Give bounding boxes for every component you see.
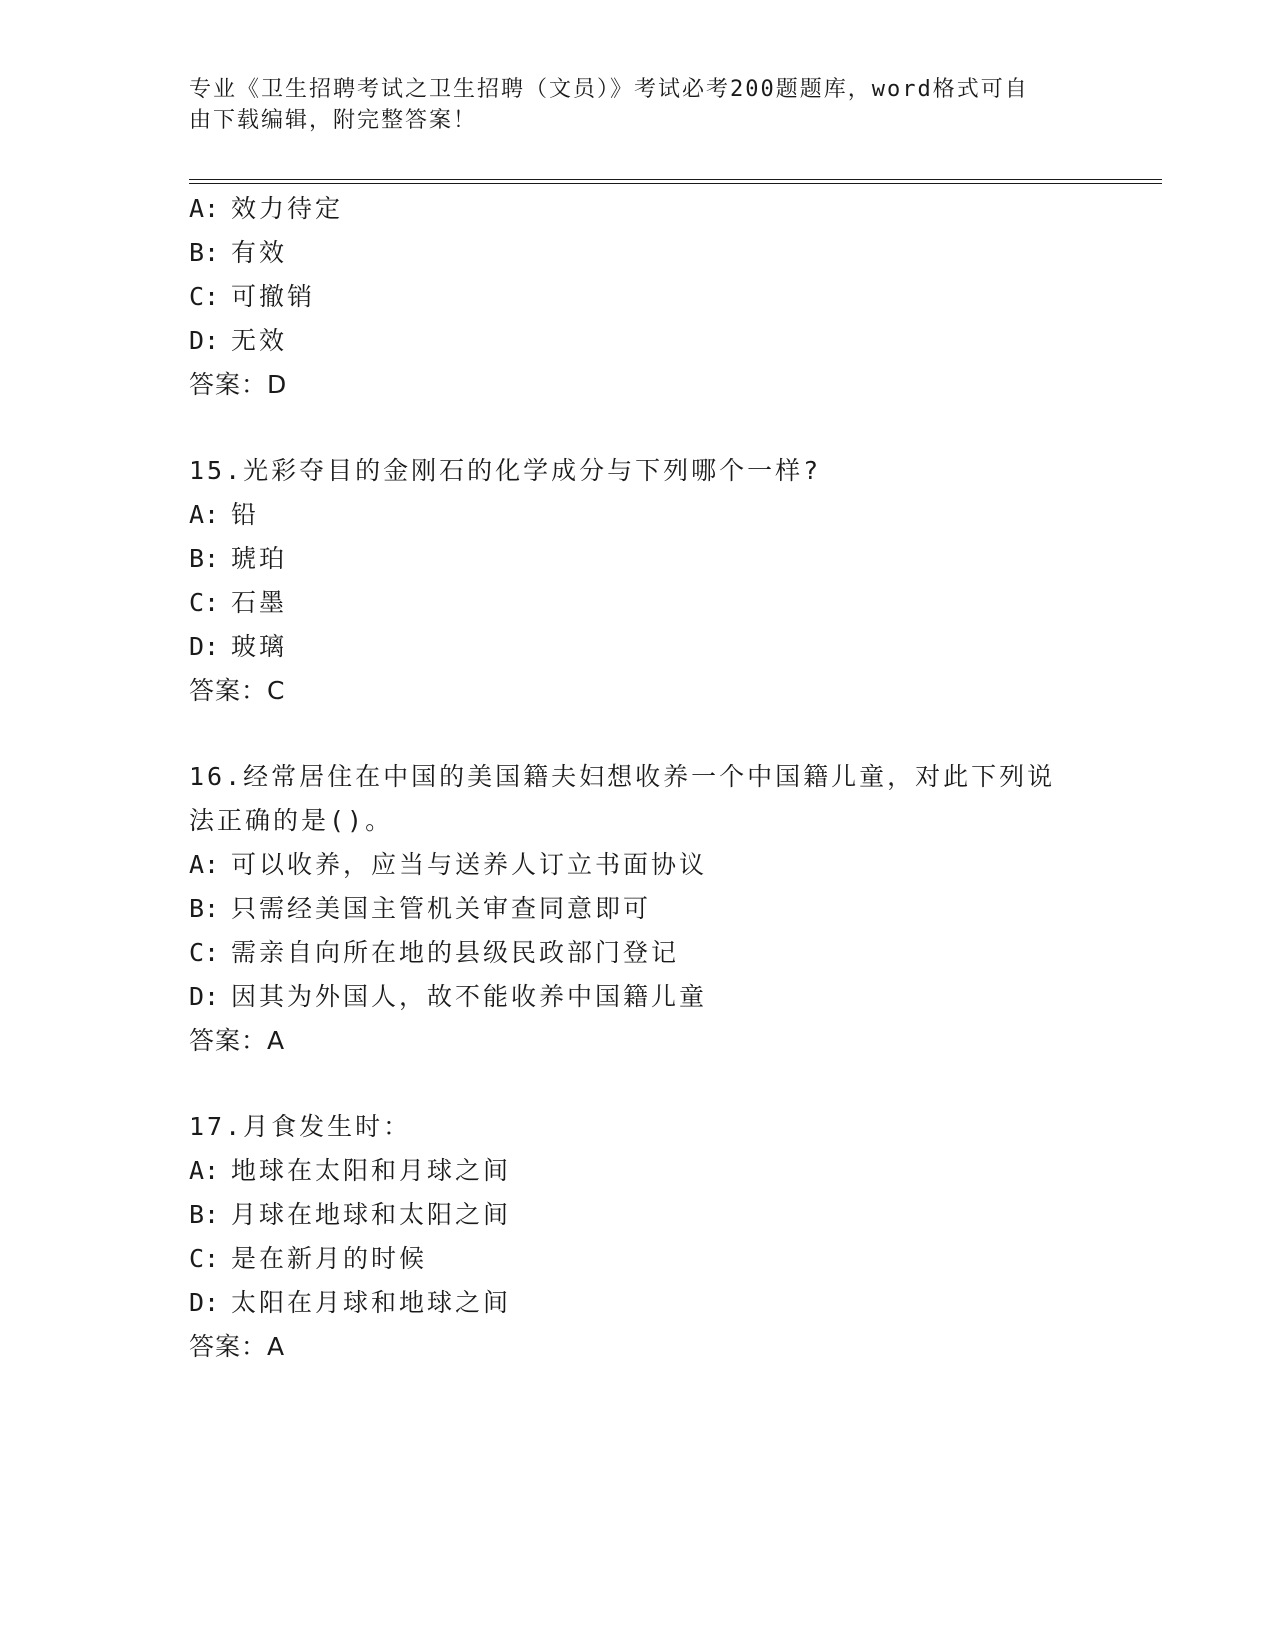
q17-option-a	[189, 1156, 511, 1186]
option-letter: B:	[189, 544, 220, 573]
option-text: 石墨	[231, 588, 288, 617]
q17-answer: 答案：A	[189, 1332, 286, 1361]
q14-option-b	[189, 238, 287, 268]
q16-option-d	[189, 982, 707, 1012]
header-rule-top	[189, 179, 1162, 180]
q16-option-c	[189, 938, 679, 968]
header-rule-bottom	[189, 183, 1162, 184]
option-letter: B:	[189, 1200, 220, 1229]
option-letter: A:	[189, 850, 220, 879]
option-text: 只需经美国主管机关审查同意即可	[231, 894, 652, 923]
document-header	[189, 74, 1089, 136]
option-text: 月球在地球和太阳之间	[231, 1200, 512, 1229]
option-letter: C:	[189, 282, 220, 311]
option-text: 是在新月的时候	[231, 1244, 428, 1273]
header-line-2: 由下载编辑，附完整答案！	[189, 108, 478, 133]
q17-option-b	[189, 1200, 511, 1230]
q14-option-c	[189, 282, 315, 312]
q15-option-b	[189, 544, 287, 574]
option-letter: D:	[189, 1288, 220, 1317]
option-text: 玻璃	[231, 632, 288, 661]
q16-option-b	[189, 894, 651, 924]
option-text: 琥珀	[231, 544, 288, 573]
option-text: 效力待定	[231, 194, 344, 223]
option-text: 有效	[231, 238, 288, 267]
option-text: 可以收养，应当与送养人订立书面协议	[231, 850, 708, 879]
option-letter: B:	[189, 238, 220, 267]
q15-answer: 答案：C	[189, 676, 286, 705]
q16-answer: 答案：A	[189, 1026, 286, 1055]
option-text: 因其为外国人，故不能收养中国籍儿童	[231, 982, 708, 1011]
option-letter: A:	[189, 194, 220, 223]
option-text: 太阳在月球和地球之间	[231, 1288, 512, 1317]
q17-option-d	[189, 1288, 511, 1318]
option-text: 铅	[231, 500, 260, 529]
q17-question: 17.月食发生时：	[189, 1112, 412, 1141]
q16-question-line-1: 16.经常居住在中国的美国籍夫妇想收养一个中国籍儿童，对此下列说	[189, 762, 1056, 791]
option-text: 可撤销	[231, 282, 316, 311]
option-text: 地球在太阳和月球之间	[231, 1156, 512, 1185]
option-letter: B:	[189, 894, 220, 923]
q14-answer: 答案：D	[189, 370, 288, 399]
option-letter: D:	[189, 326, 220, 355]
q15-option-a	[189, 500, 259, 530]
q15-option-c	[189, 588, 287, 618]
q14-option-d	[189, 326, 287, 356]
q17-option-c	[189, 1244, 427, 1274]
option-text: 无效	[231, 326, 288, 355]
option-letter: A:	[189, 1156, 220, 1185]
q16-option-a	[189, 850, 707, 880]
option-letter: D:	[189, 632, 220, 661]
option-text: 需亲自向所在地的县级民政部门登记	[231, 938, 680, 967]
option-letter: C:	[189, 588, 220, 617]
q14-option-a	[189, 194, 343, 224]
option-letter: A:	[189, 500, 220, 529]
q16-question-line-2: 法正确的是()。	[189, 806, 394, 835]
option-letter: C:	[189, 1244, 220, 1273]
option-letter: D:	[189, 982, 220, 1011]
option-letter: C:	[189, 938, 220, 967]
header-line-1: 专业《卫生招聘考试之卫生招聘（文员）》考试必考200题题库，word格式可自	[189, 77, 1029, 102]
q15-option-d	[189, 632, 287, 662]
q15-question: 15.光彩夺目的金刚石的化学成分与下列哪个一样?	[189, 456, 822, 485]
